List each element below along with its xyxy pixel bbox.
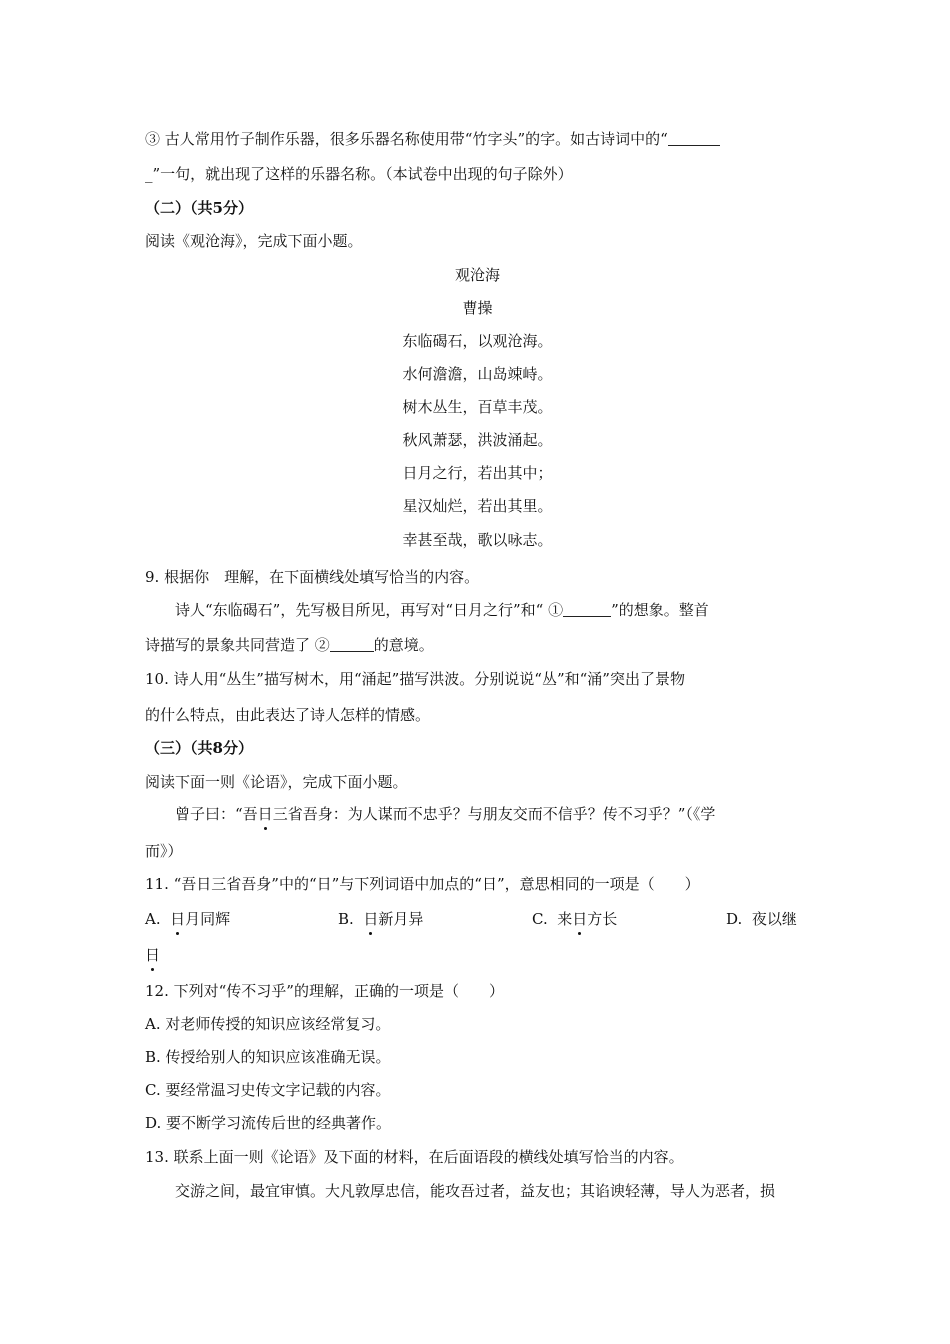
poem-line: 树木丛生，百草丰茂。 xyxy=(402,398,553,416)
lunyu-text-b: 三省吾身：为人谋而不忠乎？与朋友交而不信乎？传不习乎？”（《学 xyxy=(272,805,716,823)
q11-option-d[interactable] xyxy=(726,908,797,930)
section2-intro: 阅读《观沧海》，完成下面小题。 xyxy=(145,232,363,250)
exam-page xyxy=(145,0,810,1344)
q11-option-c-label: C. xyxy=(532,910,548,928)
q9-line2-text-a: 诗描写的景象共同营造了 ② xyxy=(145,636,330,654)
q9-line1-text-a: 诗人“东临碣石”，先写极目所见，再写对“日月之行”和“ ① xyxy=(175,601,564,619)
q11-option-d-label: D. xyxy=(726,910,743,928)
q11-option-c[interactable] xyxy=(532,908,617,930)
q11-option-a-label: A. xyxy=(145,910,161,928)
q11-option-d-dotted-char: 日 xyxy=(145,946,161,964)
poem-line: 日月之行，若出其中； xyxy=(402,464,553,482)
lunyu-line2: 而》） xyxy=(145,842,183,860)
q11-option-b-label: B. xyxy=(338,910,354,928)
q8-3-answer-blank[interactable] xyxy=(668,129,720,146)
poem-author: 曹操 xyxy=(462,299,493,317)
poem-line: 幸甚至哉，歌以咏志。 xyxy=(402,531,553,549)
q11-option-c-dotted-char: 日 xyxy=(572,910,588,928)
q11-option-b-dotted-char: 日 xyxy=(363,910,379,928)
q11-option-d-pre: 夜以继 xyxy=(751,910,797,928)
q11-option-c-pre: 来 xyxy=(557,910,573,928)
q12-option-d[interactable]: D. 要不断学习流传后世的经典著作。 xyxy=(145,1114,392,1132)
q12-option-a[interactable]: A. 对老师传授的知识应该经常复习。 xyxy=(145,1015,391,1033)
q12-option-b[interactable]: B. 传授给别人的知识应该准确无误。 xyxy=(145,1048,391,1066)
poem-line: 星汉灿烂，若出其里。 xyxy=(402,497,553,515)
q9-line1 xyxy=(175,599,709,621)
q11-option-d-wrap xyxy=(145,944,160,966)
section2-heading: （二）（共5分） xyxy=(145,199,253,217)
q9-stem: 9. 根据你 理解，在下面横线处填写恰当的内容。 xyxy=(145,568,480,586)
q12-stem: 12. 下列对“传不习乎”的理解，正确的一项是（ ） xyxy=(145,982,504,1000)
q9-line2 xyxy=(145,634,434,656)
q10-line1: 10. 诗人用“丛生”描写树木，用“涌起”描写洪波。分别说说“丛”和“涌”突出了景物 xyxy=(145,670,685,688)
q10-line2: 的什么特点，由此表达了诗人怎样的情感。 xyxy=(145,706,431,724)
poem-title: 观沧海 xyxy=(454,266,500,284)
q9-line1-text-b: ”的想象。整首 xyxy=(611,601,709,619)
section3-intro: 阅读下面一则《论语》，完成下面小题。 xyxy=(145,773,408,791)
q8-3-text-cont: ”一句，就出现了这样的乐器名称。（本试卷中出现的句子除外） xyxy=(152,165,573,183)
q8-3-line2 xyxy=(145,163,573,185)
q8-3-text: ③ 古人常用竹子制作乐器，很多乐器名称使用带“竹字头”的字。如古诗词中的“ xyxy=(145,130,668,148)
q9-blank-1[interactable] xyxy=(563,600,611,617)
poem-line: 秋风萧瑟，洪波涌起。 xyxy=(402,431,553,449)
q9-line2-text-b: 的意境。 xyxy=(373,636,434,654)
q11-option-c-post: 方长 xyxy=(587,910,618,928)
q11-option-a-dotted-char: 日 xyxy=(170,910,186,928)
q8-3-line1 xyxy=(145,128,720,150)
q8-3-blank-tail: _ xyxy=(145,165,153,183)
lunyu-dotted-char: 日 xyxy=(257,805,273,823)
section3-heading: （三）（共8分） xyxy=(145,739,253,757)
lunyu-text-a: 曾子曰：“吾 xyxy=(175,805,258,823)
q11-option-a-post: 月同辉 xyxy=(185,910,231,928)
q9-blank-2[interactable] xyxy=(330,635,374,652)
q11-option-b[interactable] xyxy=(338,908,423,930)
q11-stem: 11. “吾日三省吾身”中的“日”与下列词语中加点的“日”，意思相同的一项是（ ） xyxy=(145,875,700,893)
lunyu-line1 xyxy=(175,803,715,825)
q13-stem: 13. 联系上面一则《论语》及下面的材料，在后面语段的横线处填写恰当的内容。 xyxy=(145,1148,684,1166)
q12-option-c[interactable]: C. 要经常温习史传文字记载的内容。 xyxy=(145,1081,391,1099)
q11-option-a[interactable] xyxy=(145,908,230,930)
poem-line: 东临碣石，以观沧海。 xyxy=(402,332,553,350)
poem-line: 水何澹澹，山岛竦峙。 xyxy=(402,365,553,383)
q11-option-b-post: 新月异 xyxy=(378,910,424,928)
q13-material: 交游之间，最宜审慎。大凡敦厚忠信，能攻吾过者，益友也；其谄谀轻薄，导人为恶者，损 xyxy=(175,1182,776,1200)
